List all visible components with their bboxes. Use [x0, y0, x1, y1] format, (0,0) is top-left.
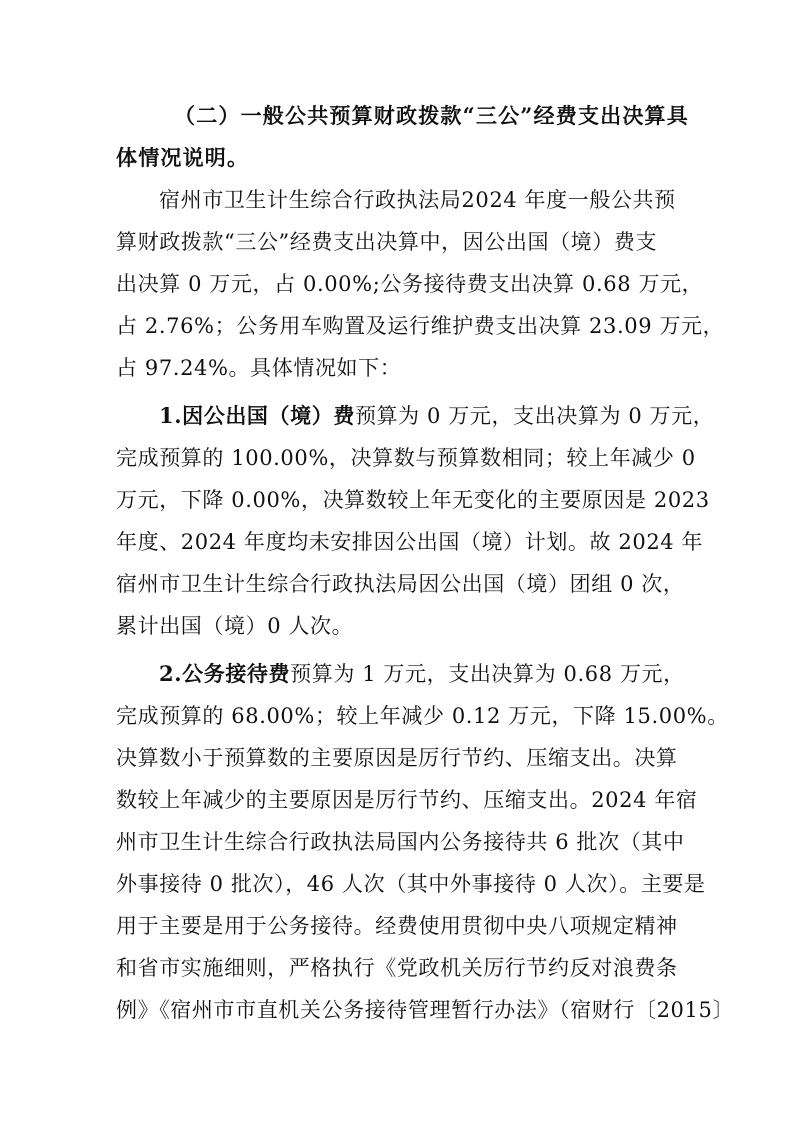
item1-line-5: 宿州市卫生计生综合行政执法局因公出国（境）团组 0 次，: [116, 572, 685, 596]
item2-first-line-text: 预算为 1 万元，支出决算为 0.68 万元，: [290, 662, 685, 686]
intro-line-5: 占 97.24%。具体情况如下：: [116, 356, 402, 380]
item2-first-line: [116, 653, 685, 695]
item1-line-3: 万元，下降 0.00%，决算数较上年无变化的主要原因是 2023: [116, 488, 710, 512]
item1-line-4: 年度、2024 年度均未安排因公出国（境）计划。故 2024 年: [116, 530, 704, 554]
item2-line-3: 决算数小于预算数的主要原因是厉行节约、压缩支出。决算: [116, 746, 678, 770]
item2-title: 2.公务接待费: [159, 661, 291, 686]
item1-first-line: [116, 395, 715, 437]
intro-line-1: 宿州市卫生计生综合行政执法局2024 年度一般公共预: [159, 188, 676, 212]
item2-line-2: 完成预算的 68.00%；较上年减少 0.12 万元，下降 15.00%。: [116, 704, 729, 728]
section-heading-line-2: 体情况说明。: [116, 145, 250, 170]
item2-line-6: 外事接待 0 批次），46 人次（其中外事接待 0 人次）。主要是: [116, 872, 706, 896]
item2-line-5: 州市卫生计生综合行政执法局国内公务接待共 6 批次（其中: [116, 830, 685, 854]
section-heading-line-1: （二）一般公共预算财政拨款“三公”经费支出决算具: [174, 103, 689, 128]
intro-line-2: 算财政拨款“三公”经费支出决算中，因公出国（境）费支: [116, 230, 658, 254]
document-page: [116, 95, 735, 1031]
item2-line-9: 例》《宿州市市直机关公务接待管理暂行办法》（宿财行〔2015〕: [116, 998, 735, 1022]
intro-line-3: 出决算 0 万元，占 0.00%;公务接待费支出决算 0.68 万元，: [116, 272, 704, 296]
item1-title: 1.因公出国（境）费: [159, 403, 355, 428]
item2-line-7: 用于主要是用于公务接待。经费使用贯彻中央八项规定精神: [116, 914, 678, 938]
item1-line-2: 完成预算的 100.00%，决算数与预算数相同；较上年减少 0: [116, 446, 696, 470]
item2-line-8: 和省市实施细则，严格执行《党政机关厉行节约反对浪费条: [116, 956, 678, 980]
intro-line-4: 占 2.76%；公务用车购置及运行维护费支出决算 23.09 万元，: [116, 314, 725, 338]
item2-line-4: 数较上年减少的主要原因是厉行节约、压缩支出。2024 年宿: [116, 788, 698, 812]
item1-line-6: 累计出国（境）0 人次。: [116, 614, 354, 638]
item1-first-line-text: 预算为 0 万元，支出决算为 0 万元，: [354, 404, 715, 428]
